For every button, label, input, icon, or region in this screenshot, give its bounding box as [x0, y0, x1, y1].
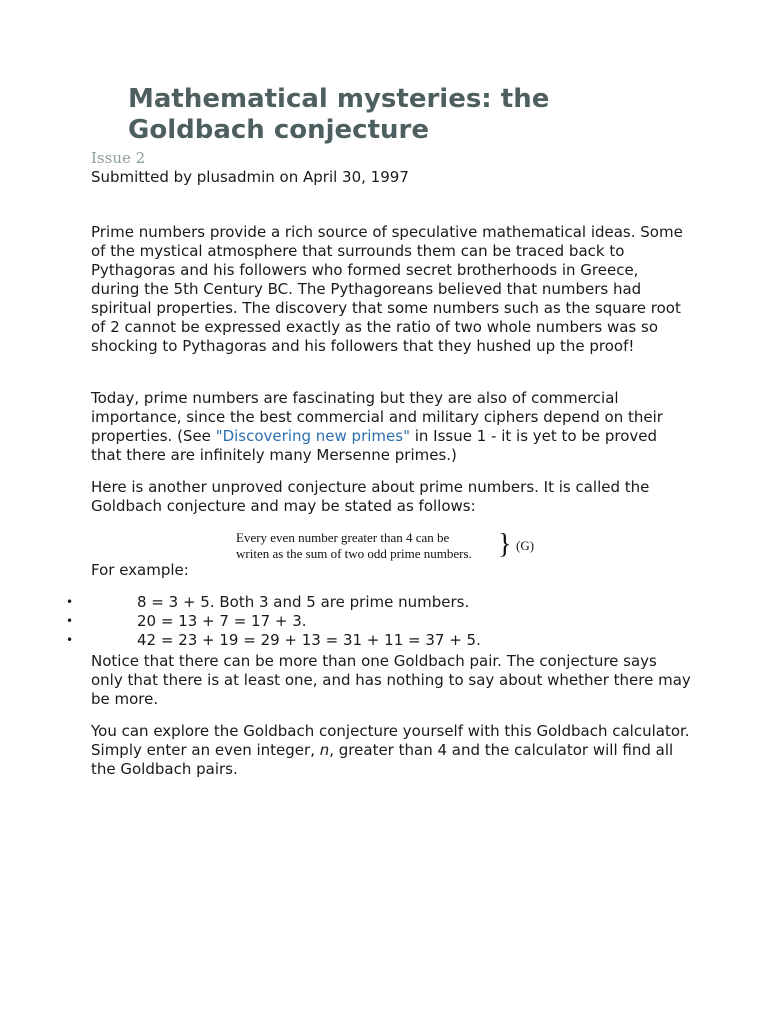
variable-n: n	[319, 741, 330, 759]
discovering-new-primes-link[interactable]: "Discovering new primes"	[215, 427, 410, 445]
conjecture-line-1: Every even number greater than 4 can be	[236, 530, 450, 545]
bullet-icon: •	[66, 595, 74, 609]
examples-list	[0, 593, 768, 650]
list-item	[0, 631, 768, 650]
bullet-icon: •	[66, 614, 74, 628]
brace-icon: }	[498, 529, 512, 560]
paragraph-intro: Prime numbers provide a rich source of speculative mathematical ideas. Some of the mystical atmosphere that surrounds them can be traced back to Pythagoras and his followers who formed secret brotherhoods in Greece, during the 5th Century BC. The Pythagoreans believed that numbers had spiritual properties. The discovery that some numbers such as the square root of 2 cannot be expressed exactly as the ratio of two whole numbers was so shocking to Pythagoras and his followers that they hushed up the proof!	[91, 223, 683, 355]
paragraph-commercial-text-end: in Issue 1 - it is yet to be proved that there are infinitely many Mersenne primes.)	[91, 427, 658, 464]
example-text: 8 = 3 + 5. Both 3 and 5 are prime numbers.	[137, 593, 470, 611]
conjecture-line-2: writen as the sum of two odd prime numbers.	[236, 546, 472, 561]
list-item	[0, 612, 768, 631]
example-text: 20 = 13 + 7 = 17 + 3.	[137, 612, 307, 630]
paragraph-calculator-text-start: You can explore the Goldbach conjecture yourself with this Goldbach calculator. Simply enter an even integer,	[91, 722, 690, 759]
list-item	[0, 593, 768, 612]
bullet-icon: •	[66, 633, 74, 647]
issue-label: Issue 2	[91, 149, 146, 167]
page-title: Mathematical mysteries: the Goldbach conjecture	[128, 84, 550, 145]
paragraph-conjecture-intro: Here is another unproved conjecture about prime numbers. It is called the Goldbach conjecture and may be stated as follows:	[91, 478, 650, 515]
paragraph-calculator-text-end: , greater than 4 and the calculator will find all the Goldbach pairs.	[91, 741, 674, 778]
paragraph-commercial	[91, 389, 691, 465]
conjecture-statement	[236, 530, 546, 562]
paragraph-goldbach-pairs: Notice that there can be more than one Goldbach pair. The conjecture says only that there is at least one, and has nothing to say about whether there may be more.	[91, 652, 691, 708]
paragraph-calculator	[91, 722, 691, 779]
for-example-label: For example:	[91, 561, 189, 579]
example-text: 42 = 23 + 19 = 29 + 13 = 31 + 11 = 37 + 5.	[137, 631, 481, 649]
submitted-byline: Submitted by plusadmin on April 30, 1997	[91, 168, 409, 186]
paragraph-commercial-text-start: Today, prime numbers are fascinating but they are also of commercial importance, since the best commercial and military ciphers depend on their properties. (See	[91, 389, 663, 445]
conjecture-text	[236, 530, 472, 562]
conjecture-label: (G)	[516, 538, 535, 553]
